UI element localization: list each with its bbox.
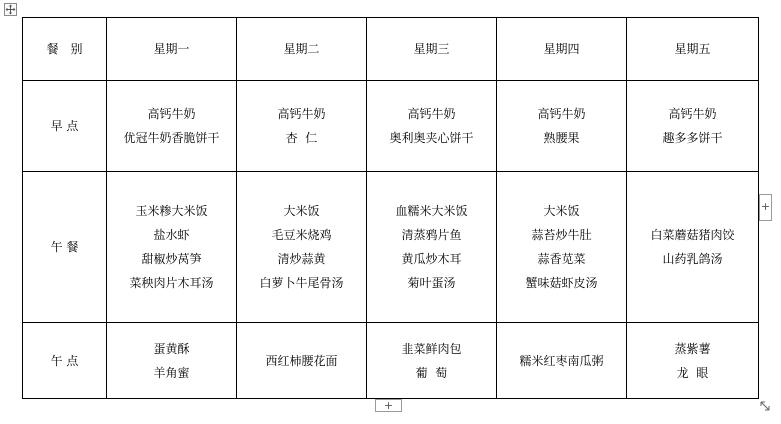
menu-cell[interactable]	[497, 81, 627, 172]
day-header-tue: 星期二	[283, 42, 320, 56]
menu-item: 血糯米大米饭	[395, 204, 468, 218]
menu-item: 西红柿腰花面	[265, 353, 338, 368]
menu-item: 玉米糁大米饭	[135, 204, 208, 218]
menu-item: 熟腰果	[543, 131, 580, 145]
add-column-button[interactable]	[759, 194, 772, 221]
menu-item: 龙 眼	[676, 365, 709, 380]
meal-label-lunch: 午 餐	[50, 240, 79, 254]
menu-item: 黄瓜炒木耳	[401, 252, 462, 266]
menu-item: 蛋黄酥	[153, 341, 190, 356]
table-row-lunch	[23, 172, 759, 323]
menu-item: 趣多多饼干	[662, 131, 723, 145]
menu-item: 高钙牛奶	[147, 107, 196, 121]
menu-item: 蒜苔炒牛肚	[531, 228, 592, 242]
menu-item: 菊叶蛋汤	[407, 276, 456, 290]
day-header-mon: 星期一	[153, 42, 190, 56]
menu-item: 高钙牛奶	[407, 107, 456, 121]
header-day-cell[interactable]	[237, 18, 367, 81]
menu-item: 盐水虾	[153, 228, 190, 242]
table-move-handle[interactable]	[4, 3, 17, 16]
resize-diagonal-icon	[758, 399, 772, 413]
menu-cell[interactable]	[367, 323, 497, 399]
menu-item: 蒜香苋菜	[537, 252, 586, 266]
table-row-afternoon-snack	[23, 323, 759, 399]
table-resize-handle[interactable]	[758, 398, 772, 412]
day-header-wed: 星期三	[413, 42, 450, 56]
menu-item: 白菜蘑菇猪肉饺	[650, 228, 735, 242]
menu-item: 清炒蒜黄	[277, 252, 326, 266]
menu-item: 优冠牛奶香脆饼干	[123, 131, 220, 145]
day-header-fri: 星期五	[674, 42, 711, 56]
menu-item: 奥利奥夹心饼干	[389, 131, 474, 145]
table-row-breakfast	[23, 81, 759, 172]
menu-item: 大米饭	[543, 204, 580, 218]
menu-item: 高钙牛奶	[668, 107, 717, 121]
weekly-menu-table	[22, 17, 759, 399]
menu-cell[interactable]	[367, 81, 497, 172]
meal-label-breakfast: 早 点	[50, 119, 79, 133]
header-corner-cell[interactable]	[23, 18, 107, 81]
row-label-cell[interactable]	[23, 323, 107, 399]
add-row-button[interactable]	[375, 399, 402, 412]
menu-cell[interactable]	[627, 323, 759, 399]
menu-item: 菜秧肉片木耳汤	[129, 276, 214, 290]
menu-cell[interactable]	[107, 323, 237, 399]
header-day-cell[interactable]	[107, 18, 237, 81]
header-day-cell[interactable]	[367, 18, 497, 81]
menu-item: 高钙牛奶	[277, 107, 326, 121]
header-row	[23, 18, 759, 81]
menu-item: 大米饭	[283, 204, 320, 218]
header-day-cell[interactable]	[497, 18, 627, 81]
menu-item: 蟹味菇虾皮汤	[525, 276, 598, 290]
menu-item: 清蒸鸦片鱼	[401, 228, 462, 242]
menu-cell[interactable]	[497, 172, 627, 323]
row-label-cell[interactable]	[23, 172, 107, 323]
menu-cell[interactable]	[107, 81, 237, 172]
menu-cell[interactable]	[497, 323, 627, 399]
plus-icon: +	[383, 399, 394, 412]
meal-label-afternoon-snack: 午 点	[50, 353, 79, 368]
meal-label-header: 餐 别	[46, 42, 83, 56]
menu-item: 韭菜鲜肉包	[401, 341, 462, 356]
menu-item: 毛豆米烧鸡	[271, 228, 332, 242]
menu-cell[interactable]	[627, 81, 759, 172]
menu-cell[interactable]	[237, 81, 367, 172]
menu-item: 高钙牛奶	[537, 107, 586, 121]
menu-item: 甜椒炒莴笋	[141, 252, 202, 266]
plus-icon: +	[760, 200, 771, 213]
menu-item: 葡 萄	[415, 365, 448, 380]
menu-cell[interactable]	[367, 172, 497, 323]
row-label-cell[interactable]	[23, 81, 107, 172]
menu-cell[interactable]	[237, 323, 367, 399]
menu-item: 羊角蜜	[153, 365, 190, 380]
menu-cell[interactable]	[627, 172, 759, 323]
menu-item: 白萝卜牛尾骨汤	[259, 276, 344, 290]
day-header-thu: 星期四	[543, 42, 580, 56]
menu-item: 蒸紫薯	[674, 341, 711, 356]
menu-cell[interactable]	[237, 172, 367, 323]
menu-item: 杏 仁	[285, 131, 318, 145]
menu-item: 糯米红枣南瓜粥	[519, 353, 604, 368]
move-arrows-icon	[5, 4, 16, 15]
menu-cell[interactable]	[107, 172, 237, 323]
menu-item: 山药乳鸽汤	[662, 252, 723, 266]
header-day-cell[interactable]	[627, 18, 759, 81]
